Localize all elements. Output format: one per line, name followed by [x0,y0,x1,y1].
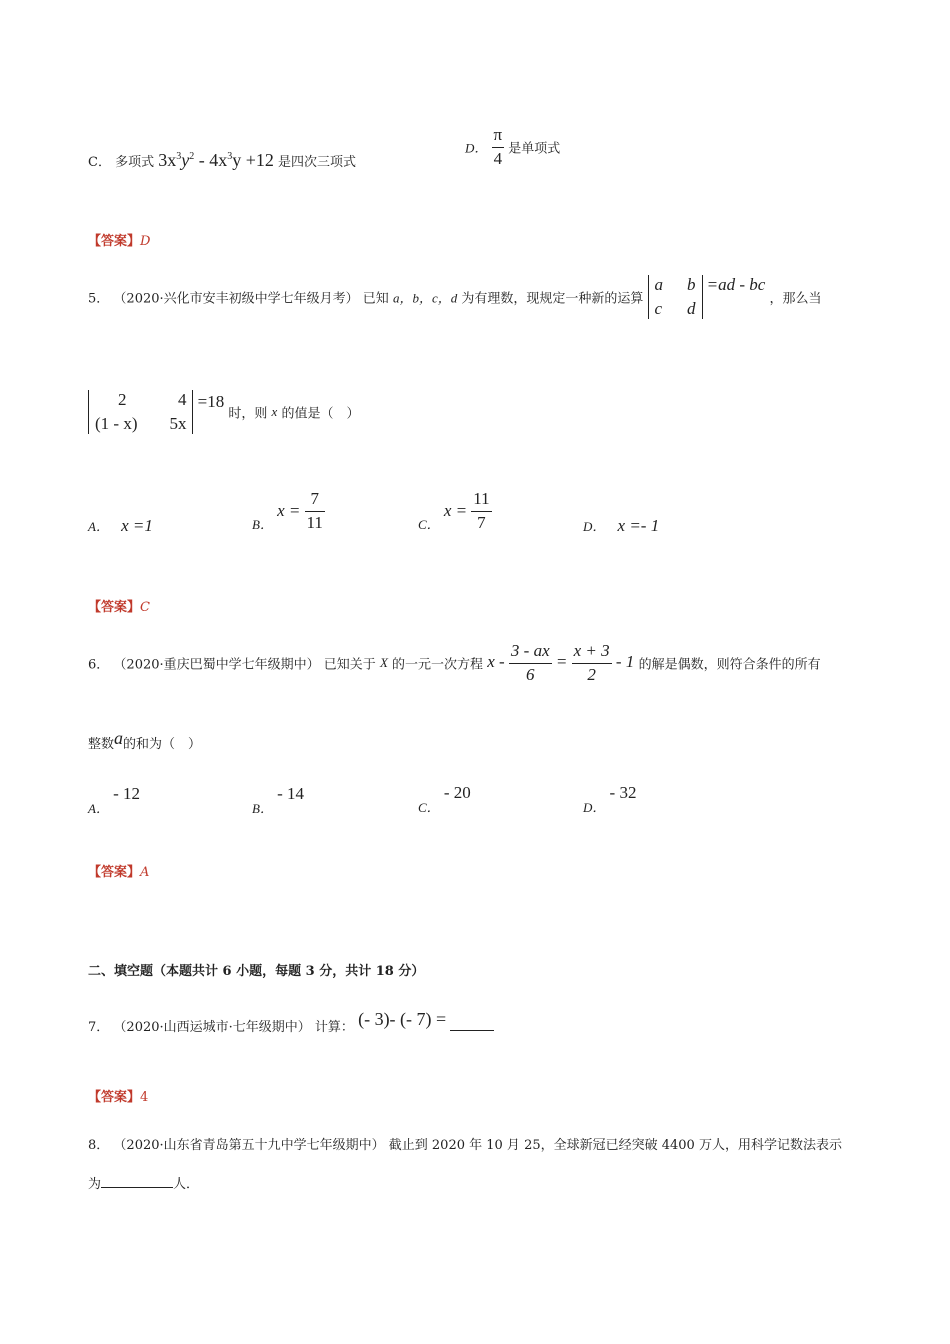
question-6-line2: 整数a的和为（ ） [88,728,202,752]
answer-6: 【答案】A [88,865,150,880]
question-number: 6． [88,657,110,673]
question-5: 5． （2020·兴化市安丰初级中学七年级月考） 已知 a，b，c，d 为有理数，现规定一种新的运算 a b c d =ad - bc ，那么当 [88,275,822,318]
question-5-condition: 2 4 (1 - x) 5x =18 时，则 x 的值是（ ） [88,390,359,434]
q6-option-c: C． - 20 [418,783,471,815]
answer-5: 【答案】C [88,600,150,615]
math-expr: $3x^3y^2 - 4x^3y +12$ [158,150,274,170]
question-number: 5． [88,291,110,307]
question-source: （2020·山东省青岛第五十九中学七年级期中） [113,1138,385,1153]
q5-option-d: D． x =- 1 [583,516,660,535]
determinant-rule: =ad - bc [706,275,766,294]
fraction: $\frac{11}{7}$ [473,489,490,532]
option-suffix: 是单项式 [508,141,561,157]
question-6: 6． （2020·重庆巴蜀中学七年级期中） 已知关于 X 的一元一次方程 x - $\frac{3 - ax}{6}$ = $\frac{x + 3}{2}$ - 1 的解是偶数，则符合条件的所有 [88,641,821,684]
math-expr: (- 3)- (- 7) = [358,1009,447,1029]
answer-4: 【答案】D [88,234,151,249]
fraction: $\frac{7}{11}$ [306,489,323,532]
option-label: D． [465,140,488,156]
variables: a，b，c，d [392,290,458,306]
q6-option-d: D． - 32 [583,783,637,815]
q5-option-a: A． x =1 [88,516,153,535]
option-label: C． [88,155,111,170]
q5-option-b: B． x = $\frac{7}{11}$ [252,489,323,532]
answer-blank [450,1030,494,1031]
question-8-line2: 为 人． [88,1177,200,1192]
equation: x - $\frac{3 - ax}{6}$ = $\frac{x + 3}{2}$ - 1 [487,641,635,684]
answer-7: 【答案】4 [88,1090,149,1105]
determinant-definition: a b c d [648,275,703,319]
answer-blank [101,1187,173,1188]
q5-option-c: C． x = $\frac{11}{7}$ [418,489,490,532]
q6-option-b: B． - 14 [252,784,305,816]
q4-option-d [465,126,560,168]
determinant-given: 2 4 (1 - x) 5x [88,390,193,434]
fraction: $\frac{\pi}{4}$ [493,125,503,168]
question-8: 8． （2020·山东省青岛第五十九中学七年级期中） 截止到 2020 年 10 月 25，全球新冠已经突破 4400 万人，用科学记数法表示 [88,1138,842,1153]
option-suffix: 是四次三项式 [278,155,357,170]
question-source: （2020·重庆巴蜀中学七年级期中） [113,657,320,673]
q6-option-a: A． - 12 [88,784,141,816]
question-number: 7． [88,1020,110,1035]
question-source: （2020·山西运城市·七年级期中） [113,1020,311,1035]
q4-option-c [88,150,356,171]
question-source: （2020·兴化市安丰初级中学七年级月考） [113,291,359,307]
option-prefix: 多项式 [115,155,155,170]
section-title: 二、填空题（本题共计 6 小题，每题 3 分，共计 18 分） [88,964,425,979]
question-7: 7． （2020·山西运城市·七年级期中） 计算： (- 3)- (- 7) = [88,1015,494,1036]
question-number: 8． [88,1138,110,1153]
